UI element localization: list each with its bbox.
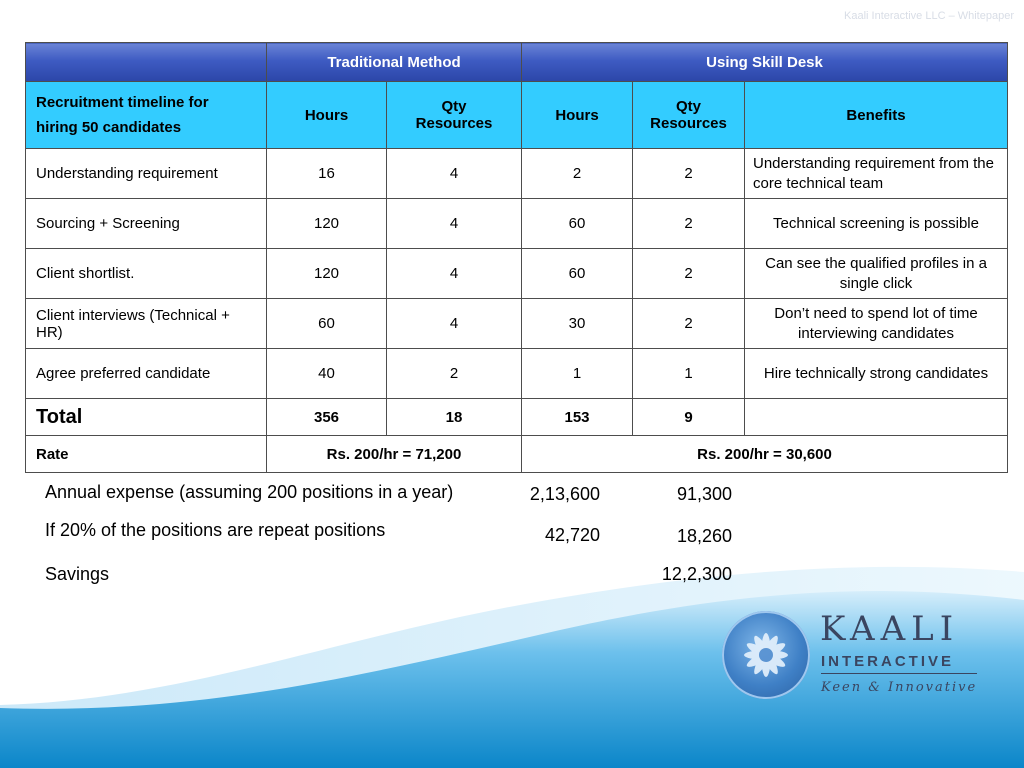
trad-hours-header: Hours xyxy=(267,82,387,149)
benefit-cell: Don’t need to spend lot of time interviewing candidates xyxy=(745,299,1008,349)
table-row xyxy=(26,349,1008,399)
logo-divider xyxy=(821,673,977,674)
rate-label: Rate xyxy=(26,436,267,473)
table-row xyxy=(26,149,1008,199)
trad-qty-header xyxy=(387,82,522,149)
table-row xyxy=(26,249,1008,299)
table-row xyxy=(26,299,1008,349)
trad-qty-cell: 4 xyxy=(387,299,522,349)
total-sd-hours: 153 xyxy=(522,399,633,436)
annual-expense-traditional: 2,13,600 xyxy=(529,484,600,504)
sd-hours-cell: 2 xyxy=(522,149,633,199)
trad-qty-cell: 4 xyxy=(387,199,522,249)
trad-hours-cell: 40 xyxy=(267,349,387,399)
row-label: Understanding requirement xyxy=(26,149,267,199)
kaali-interactive-logo xyxy=(722,607,982,727)
row-label: Client shortlist. xyxy=(26,249,267,299)
sd-qty-header-line2: Resources xyxy=(650,115,727,132)
benefits-header: Benefits xyxy=(745,82,1008,149)
row-label-header xyxy=(26,82,267,149)
sd-qty-cell: 2 xyxy=(633,149,745,199)
repeat-positions-label: If 20% of the positions are repeat positions xyxy=(45,520,386,540)
rate-skill-desk: Rs. 200/hr = 30,600 xyxy=(522,436,1008,473)
savings-value: 12,2,300 xyxy=(661,564,732,584)
row-label: Client interviews (Technical + HR) xyxy=(26,299,267,349)
flower-emblem-icon xyxy=(722,611,810,699)
total-trad-hours: 356 xyxy=(267,399,387,436)
trad-qty-header-line1: Qty xyxy=(441,98,467,115)
annual-expense-label: Annual expense (assuming 200 positions in a year) xyxy=(45,482,454,502)
rate-row xyxy=(26,436,1008,473)
trad-hours-cell: 60 xyxy=(267,299,387,349)
skill-desk-header: Using Skill Desk xyxy=(522,43,1008,82)
trad-qty-header-line2: Resources xyxy=(415,115,493,132)
benefit-cell: Understanding requirement from the core technical team xyxy=(745,149,1008,199)
annual-expense-skill-desk: 91,300 xyxy=(676,484,732,504)
sd-qty-cell: 1 xyxy=(633,349,745,399)
savings-label: Savings xyxy=(45,564,110,584)
trad-qty-cell: 2 xyxy=(387,349,522,399)
total-label: Total xyxy=(26,399,267,436)
total-sd-qty: 9 xyxy=(633,399,745,436)
row-label-header-line2: hiring 50 candidates xyxy=(36,119,182,136)
sd-qty-cell: 2 xyxy=(633,249,745,299)
sd-qty-header-line1: Qty xyxy=(675,98,701,115)
benefit-cell: Can see the qualified profiles in a single click xyxy=(745,249,1008,299)
logo-subname: INTERACTIVE xyxy=(821,653,955,670)
benefit-cell: Hire technically strong candidates xyxy=(745,349,1008,399)
sd-hours-header: Hours xyxy=(522,82,633,149)
sd-hours-cell: 60 xyxy=(522,199,633,249)
table-row xyxy=(26,199,1008,249)
rate-traditional: Rs. 200/hr = 71,200 xyxy=(267,436,522,473)
row-label: Agree preferred candidate xyxy=(26,349,267,399)
corner-cell xyxy=(26,43,267,82)
sd-hours-cell: 60 xyxy=(522,249,633,299)
logo-name: KAALI xyxy=(820,609,960,649)
traditional-method-header: Traditional Method xyxy=(267,43,522,82)
total-trad-qty: 18 xyxy=(387,399,522,436)
trad-hours-cell: 120 xyxy=(267,249,387,299)
repeat-positions-traditional: 42,720 xyxy=(544,525,600,545)
sd-hours-cell: 1 xyxy=(522,349,633,399)
sd-qty-cell: 2 xyxy=(633,299,745,349)
trad-qty-cell: 4 xyxy=(387,149,522,199)
sd-qty-header xyxy=(633,82,745,149)
comparison-table xyxy=(25,42,1008,473)
trad-hours-cell: 16 xyxy=(267,149,387,199)
watermark-text: Kaali Interactive LLC – Whitepaper xyxy=(844,10,1014,22)
total-benefit-empty xyxy=(745,399,1008,436)
benefit-cell: Technical screening is possible xyxy=(745,199,1008,249)
row-label: Sourcing + Screening xyxy=(26,199,267,249)
sd-hours-cell: 30 xyxy=(522,299,633,349)
trad-hours-cell: 120 xyxy=(267,199,387,249)
total-row xyxy=(26,399,1008,436)
column-header-row xyxy=(26,82,1008,149)
group-header-row xyxy=(26,43,1008,82)
row-label-header-line1: Recruitment timeline for xyxy=(36,94,209,111)
trad-qty-cell: 4 xyxy=(387,249,522,299)
logo-tagline: Keen & Innovative xyxy=(821,680,978,695)
repeat-positions-skill-desk: 18,260 xyxy=(676,526,732,546)
sd-qty-cell: 2 xyxy=(633,199,745,249)
